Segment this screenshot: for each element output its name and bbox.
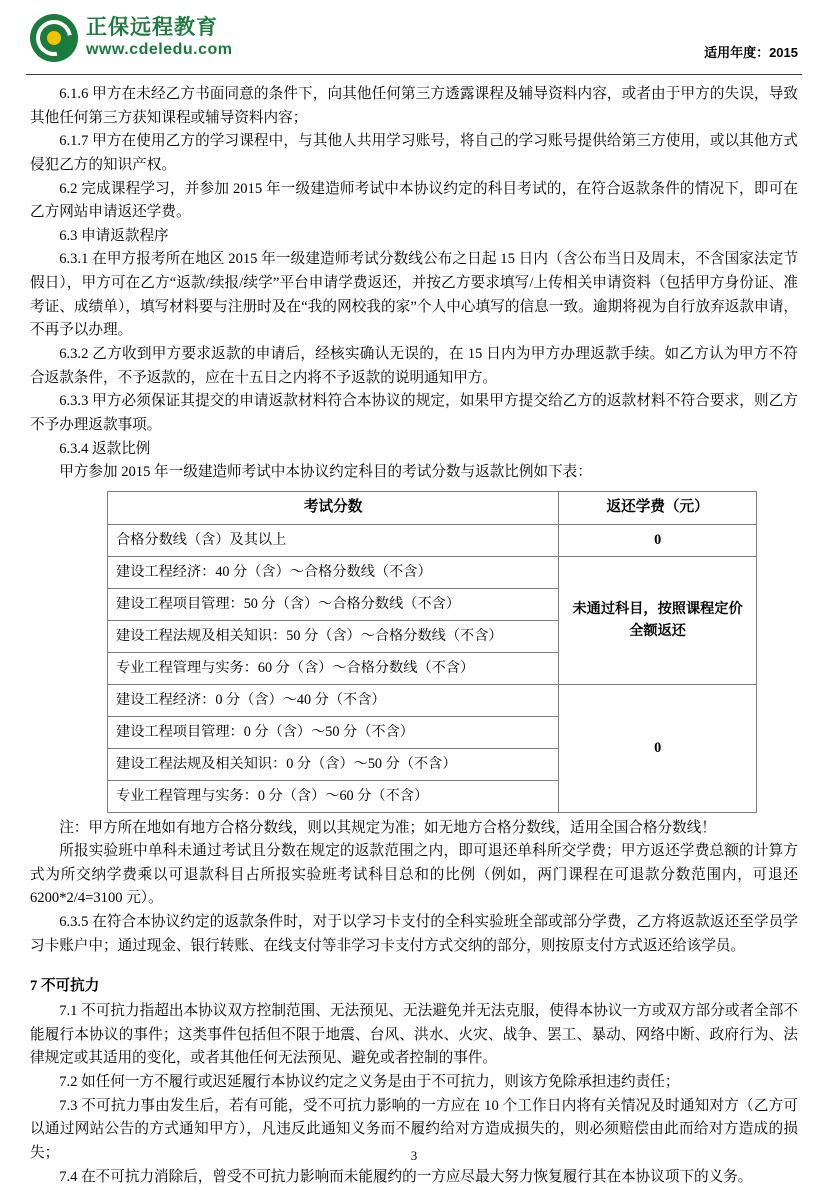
clause-6-1-7: 6.1.7 甲方在使用乙方的学习课程中，与其他人共用学习账号，将自己的学习账号提供给第三方使用，或以其他方式侵犯乙方的知识产权。 xyxy=(30,130,798,177)
clause-6-1-6: 6.1.6 甲方在未经乙方书面同意的条件下，向其他任何第三方透露课程及辅导资料内容，或者由于甲方的失误，导致其他任何第三方获知课程或辅导资料内容； xyxy=(30,83,798,130)
section-6-3-4-title: 6.3.4 返款比例 xyxy=(30,438,798,462)
brand-name: 正保远程教育 xyxy=(86,17,233,39)
table-note: 注：甲方所在地如有地方合格分数线，则以其规定为准；如无地方合格分数线，适用全国合格分数线！ xyxy=(30,817,798,841)
score-range-cell: 建设工程项目管理：50 分（含）～合格分数线（不含） xyxy=(108,588,559,620)
clause-7-1: 7.1 不可抗力指超出本协议双方控制范围、无法预见、无法避免并无法克服，使得本协议一方或双方部分或者全部不能履行本协议的事件；这类事件包括但不限于地震、台风、洪水、火灾、战争、罢工、暴动、网络中断、政府行为、法律规定或其适用的变化，或者其他任何无法预见、避免或者控制的事件。 xyxy=(30,1000,798,1071)
section-6-3-title: 6.3 申请返款程序 xyxy=(30,225,798,249)
clause-6-3-5: 6.3.5 在符合本协议约定的返款条件时，对于以学习卡支付的全科实验班全部或部分学费，乙方将返款返还至学员学习卡账户中；通过现金、银行转账、在线支付等非学习卡支付方式交纳的部分，则按原支付方式返还给该学员。 xyxy=(30,911,798,958)
brand-url: www.cdeledu.com xyxy=(86,42,233,59)
table-row xyxy=(108,524,757,556)
clause-7-4: 7.4 在不可抗力消除后，曾受不可抗力影响而未能履约的一方应尽最大努力恢复履行其在本协议项下的义务。 xyxy=(30,1166,798,1189)
company-logo-icon xyxy=(30,14,78,62)
table-row xyxy=(108,684,757,716)
score-range-cell: 建设工程法规及相关知识：50 分（含）～合格分数线（不含） xyxy=(108,620,559,652)
score-range-cell: 专业工程管理与实务：60 分（含）～合格分数线（不含） xyxy=(108,652,559,684)
score-table-wrapper xyxy=(30,485,798,817)
brand-block xyxy=(30,14,233,62)
score-range-cell: 建设工程经济：0 分（含）～40 分（不含） xyxy=(108,684,559,716)
table-header-refund: 返还学费（元） xyxy=(559,491,757,524)
score-range-cell: 建设工程项目管理：0 分（含）～50 分（不含） xyxy=(108,716,559,748)
clause-7-2: 7.2 如任何一方不履行或迟延履行本协议约定之义务是由于不可抗力，则该方免除承担违约责任； xyxy=(30,1071,798,1095)
page-header xyxy=(26,14,802,72)
clause-6-2: 6.2 完成课程学习，并参加 2015 年一级建造师考试中本协议约定的科目考试的，在符合返款条件的情况下，即可在乙方网站申请返还学费。 xyxy=(30,178,798,225)
refund-value-cell: 0 xyxy=(559,524,757,556)
clause-6-3-1: 6.3.1 在甲方报考所在地区 2015 年一级建造师考试分数线公布之日起 15 日内（含公布当日及周末，不含国家法定节假日），甲方可在乙方“返款/续报/续学”平台申请学费返还，并按乙方要求填写/上传相关申请资料（包括甲方身份证、准考证、成绩单），填写材料要与注册时及在“我的网校我的家”个人中心填写的信息一致。逾期将视为自行放弃返款申请，不再予以办理。 xyxy=(30,248,798,343)
table-header-row xyxy=(108,491,757,524)
score-range-cell: 合格分数线（含）及其以上 xyxy=(108,524,559,556)
refund-calculation-note: 所报实验班中单科未通过考试且分数在规定的返款范围之内，即可退还单科所交学费；甲方返还学费总额的计算方式为所交纳学费乘以可退款科目占所报实验班考试科目总和的比例（例如，两门课程在可退款分数范围内，可退还 6200*2/4=3100 元）。 xyxy=(30,840,798,911)
table-header-score: 考试分数 xyxy=(108,491,559,524)
page-footer xyxy=(0,1148,828,1164)
table-intro-text: 甲方参加 2015 年一级建造师考试中本协议约定科目的考试分数与返款比例如下表： xyxy=(30,461,798,485)
score-range-cell: 建设工程法规及相关知识：0 分（含）～50 分（不含） xyxy=(108,748,559,780)
score-range-cell: 建设工程经济：40 分（含）～合格分数线（不含） xyxy=(108,556,559,588)
score-range-cell: 专业工程管理与实务：0 分（含）～60 分（不含） xyxy=(108,780,559,812)
document-content xyxy=(26,83,802,1189)
table-row xyxy=(108,556,757,588)
clause-7-3: 7.3 不可抗力事由发生后，若有可能，受不可抗力影响的一方应在 10 个工作日内将有关情况及时通知对方（乙方可以通过网站公告的方式通知甲方），凡违反此通知义务而不履约给对方造成损失的，则必须赔偿由此而给对方造成的损失； xyxy=(30,1095,798,1166)
clause-6-3-2: 6.3.2 乙方收到甲方要求返款的申请后，经核实确认无误的，在 15 日内为甲方办理返款手续。如乙方认为甲方不符合返款条件，不予返款的，应在十五日之内将不予返款的说明通知甲方。 xyxy=(30,343,798,390)
applicable-year-label: 适用年度：2015 xyxy=(704,42,798,61)
brand-text xyxy=(86,17,233,59)
score-refund-table xyxy=(107,491,757,813)
refund-value-cell-group2 xyxy=(559,556,757,684)
refund-value-cell-group3: 0 xyxy=(559,684,757,812)
section-7-title: 7 不可抗力 xyxy=(30,975,798,999)
header-divider xyxy=(26,74,802,75)
refund-note-line1: 未通过科目，按照课程定价 xyxy=(567,598,748,620)
page-number: 3 xyxy=(411,1148,418,1163)
refund-note-line2: 全额返还 xyxy=(567,620,748,642)
clause-6-3-3: 6.3.3 甲方必须保证其提交的申请返款材料符合本协议的规定，如果甲方提交给乙方的返款材料不符合要求，则乙方不予办理返款事项。 xyxy=(30,390,798,437)
